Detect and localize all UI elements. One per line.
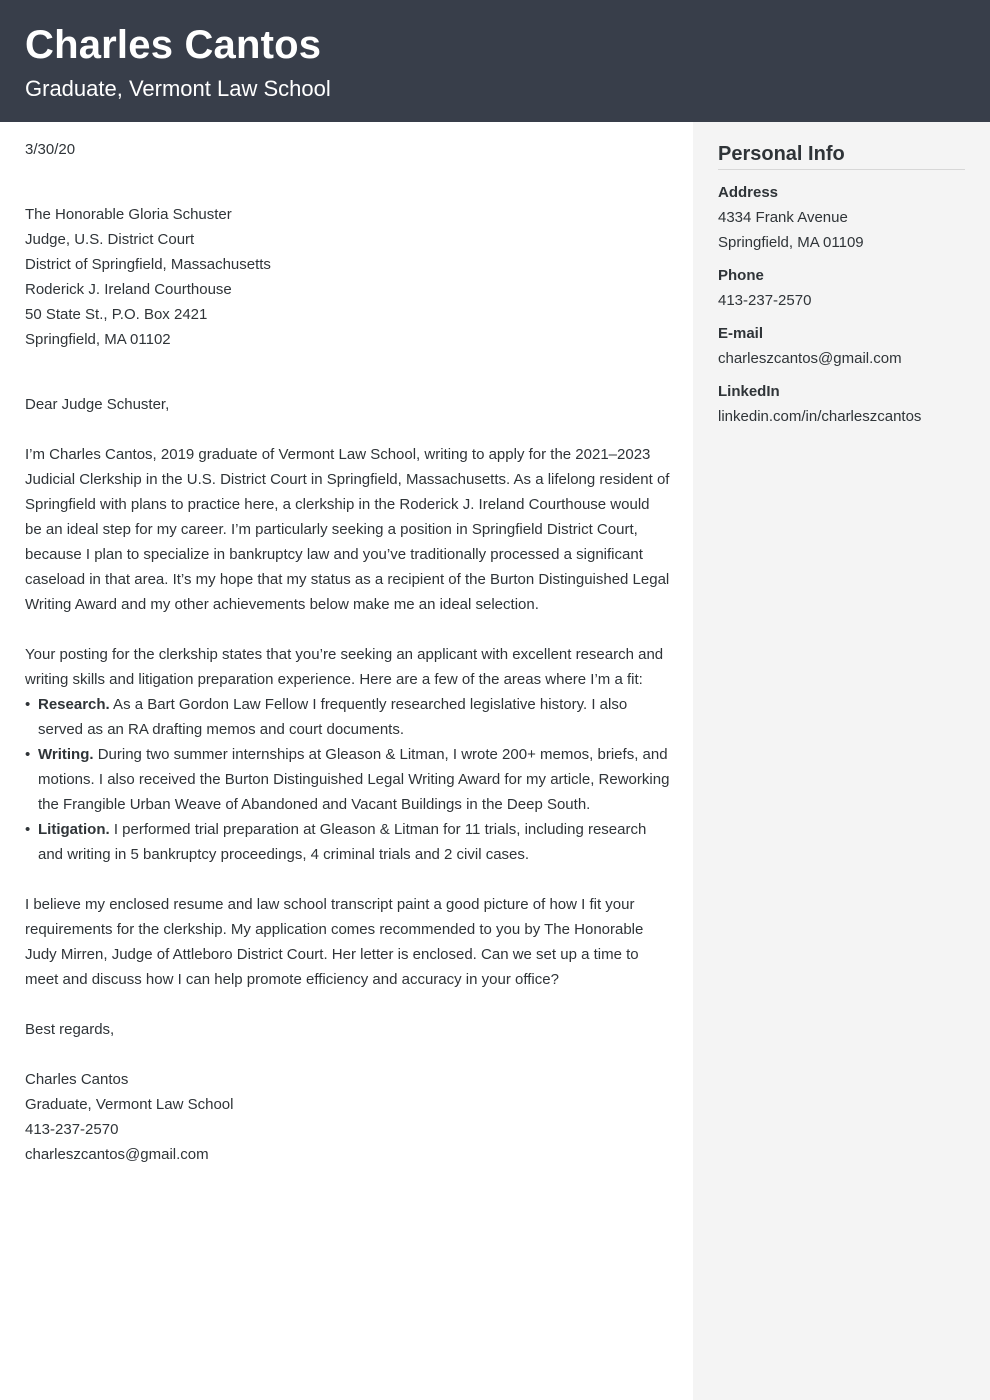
signature-line: 413-237-2570	[25, 1121, 119, 1138]
bullet-text: As a Bart Gordon Law Fellow I frequently researched legislative history. I also served as an RA drafting memos and court documents.	[38, 696, 628, 738]
linkedin-group	[718, 379, 978, 429]
phone-label: Phone	[718, 267, 764, 284]
bullet-text: During two summer internships at Gleason & Litman, I wrote 200+ memos, briefs, and motions. I also received the Burton Distinguished Legal Writing Award for my article, Reworking the Frangible Urban Weave of Abandoned and Vacant Buildings in the Deep South.	[38, 746, 670, 813]
address-label: Address	[718, 184, 779, 201]
personal-info-sidebar	[693, 122, 990, 1400]
bullet-title: Writing.	[38, 746, 94, 763]
candidate-name: Charles Cantos	[25, 23, 322, 67]
signature-line: Graduate, Vermont Law School	[25, 1096, 234, 1113]
bullet-title: Research.	[38, 696, 110, 713]
list-item	[25, 742, 670, 817]
letter-body	[25, 137, 670, 1167]
linkedin-label: LinkedIn	[718, 383, 780, 400]
signature-line: charleszcantos@gmail.com	[25, 1146, 209, 1163]
signature-block	[25, 1067, 670, 1167]
recipient-line: District of Springfield, Massachusetts	[25, 256, 271, 273]
recipient-line: Judge, U.S. District Court	[25, 231, 195, 248]
candidate-title: Graduate, Vermont Law School	[25, 76, 331, 101]
address-line: 4334 Frank Avenue	[718, 209, 848, 226]
signature-line: Charles Cantos	[25, 1071, 129, 1088]
personal-info-heading: Personal Info	[718, 142, 965, 170]
paragraph-closing: I believe my enclosed resume and law school transcript paint a good picture of how I fit your requirements for the clerkship. My application comes recommended to you by The Honorable Judy Mirren, Judge of Attleboro District Court. Her letter is enclosed. Can we set up a time to meet and discuss how I can help promote efficiency and accuracy in your office?	[25, 896, 644, 988]
closing: Best regards,	[25, 1021, 115, 1038]
recipient-line: The Honorable Gloria Schuster	[25, 206, 232, 223]
address-group	[718, 180, 978, 255]
phone-group	[718, 263, 978, 313]
address-line: Springfield, MA 01109	[718, 234, 864, 251]
paragraph-intro: I’m Charles Cantos, 2019 graduate of Vermont Law School, writing to apply for the 2021–2023 Judicial Clerkship in the U.S. District Court in Springfield, Massachusetts. As a lifelong resident of Springfield with plans to practice here, a clerkship in the Roderick J. Ireland Courthouse would be an ideal step for my career. I’m particularly seeking a position in Springfield District Court, because I plan to specialize in bankruptcy law and you’ve traditionally processed a significant caseload in that area. It’s my hope that my status as a recipient of the Burton Distinguished Legal Writing Award and my other achievements below make me an ideal selection.	[25, 446, 670, 613]
list-item	[25, 817, 670, 867]
personal-info-list	[718, 180, 978, 437]
recipient-block	[25, 202, 670, 352]
recipient-line: 50 State St., P.O. Box 2421	[25, 306, 208, 323]
letter-date: 3/30/20	[25, 141, 76, 158]
salutation: Dear Judge Schuster,	[25, 396, 170, 413]
recipient-line: Roderick J. Ireland Courthouse	[25, 281, 232, 298]
email-group	[718, 321, 978, 371]
paragraph-fit: Your posting for the clerkship states that you’re seeking an applicant with excellent research and writing skills and litigation preparation experience. Here are a few of the areas where I’m a fit:	[25, 646, 664, 688]
recipient-line: Springfield, MA 01102	[25, 331, 171, 348]
bullet-text: I performed trial preparation at Gleason & Litman for 11 trials, including research and writing in 5 bankruptcy proceedings, 4 criminal trials and 2 civil cases.	[38, 821, 647, 863]
achievements-list	[25, 692, 670, 867]
list-item	[25, 692, 670, 742]
bullet-title: Litigation.	[38, 821, 110, 838]
email-value: charleszcantos@gmail.com	[718, 350, 902, 367]
email-label: E-mail	[718, 325, 764, 342]
header	[0, 0, 990, 122]
phone-value: 413-237-2570	[718, 292, 812, 309]
linkedin-value: linkedin.com/in/charleszcantos	[718, 408, 922, 425]
